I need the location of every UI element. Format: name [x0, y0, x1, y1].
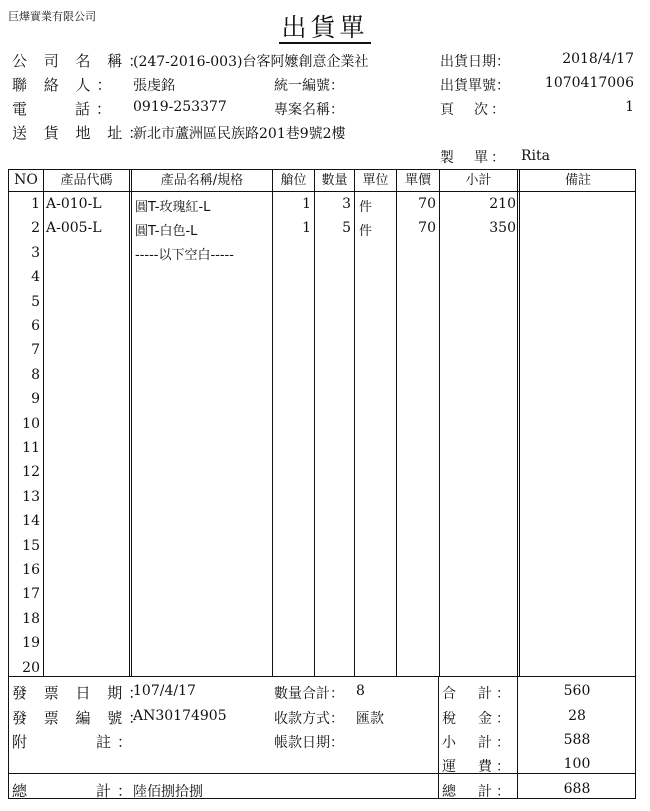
total-words-label: 總 計： [12, 782, 139, 800]
col-divider [517, 170, 520, 676]
phone-value: 0919-253377 [133, 99, 227, 115]
phone-label: 電 話： [12, 100, 118, 118]
col-divider [314, 170, 315, 676]
sum-label: 合 計： [442, 686, 514, 702]
col-divider [129, 170, 132, 676]
summary-divider [438, 677, 439, 799]
row-1-price: 70 [418, 196, 436, 212]
row-number: 5 [31, 293, 40, 310]
invoice-date-value: 107/4/17 [133, 683, 196, 699]
grand-total-label: 總 計： [442, 784, 514, 800]
row-2-price: 70 [418, 220, 436, 236]
ship-no-value: 1070417006 [544, 75, 634, 91]
freight-value: 100 [563, 756, 591, 772]
row-number: 15 [22, 537, 40, 554]
row-number: 11 [22, 440, 40, 456]
document-title-text: 出貨單 [281, 13, 369, 42]
contact-value: 張虔銘 [133, 78, 175, 94]
row-number: 9 [31, 391, 40, 408]
row-number: 7 [31, 342, 40, 359]
tax-label: 稅 金： [442, 711, 514, 727]
maker-label: 製 單： [440, 150, 508, 166]
row-2-qty: 5 [342, 220, 351, 236]
col-divider [354, 170, 355, 676]
col-header-code: 產品代碼 [60, 173, 113, 188]
row-number: 12 [22, 464, 40, 481]
payment-value: 匯款 [356, 711, 384, 727]
row-1-slot: 1 [302, 196, 311, 212]
row-number: 8 [31, 366, 40, 383]
address-label: 送 貨 地 址： [12, 124, 150, 142]
ship-date-label: 出貨日期： [440, 54, 510, 70]
row-number: 1 [31, 196, 40, 212]
payment-label: 收款方式： [274, 711, 344, 727]
row-1-name: 圓T-玫瑰紅-L [135, 200, 211, 215]
row-number: 13 [22, 488, 40, 505]
row-number: 18 [22, 610, 40, 627]
col-header-qty: 數量 [321, 173, 348, 188]
col-header-unit: 單位 [362, 173, 389, 188]
row-1-unit: 件 [359, 200, 373, 215]
row-number: 20 [22, 659, 40, 676]
col-header-subtotal: 小計 [465, 173, 492, 188]
row-2-slot: 1 [302, 220, 311, 236]
row-number: 4 [31, 269, 40, 286]
row-number: 14 [22, 513, 40, 530]
company-name: 巨燁實業有限公司 [8, 10, 96, 23]
qty-total-value: 8 [356, 683, 365, 699]
col-divider [272, 170, 273, 676]
row-2-subtotal: 350 [489, 220, 516, 236]
row-number: 6 [31, 318, 40, 334]
blank-marker: -----以下空白----- [135, 248, 234, 263]
col-header-slot: 艙位 [280, 173, 307, 188]
row-1-qty: 3 [342, 196, 351, 212]
row-number: 17 [22, 586, 40, 603]
row-number: 19 [22, 635, 40, 652]
col-divider [43, 170, 44, 676]
row-number: 16 [22, 562, 40, 578]
col-divider [439, 170, 440, 676]
col-header-name: 產品名稱/規格 [160, 173, 244, 188]
page-label: 頁 次： [440, 102, 508, 118]
project-label: 專案名稱： [274, 102, 344, 118]
page-value: 1 [625, 99, 634, 115]
col-divider [396, 170, 397, 676]
sum-value: 560 [563, 683, 591, 699]
qty-total-label: 數量合計： [274, 686, 344, 702]
ship-no-label: 出貨單號： [440, 78, 510, 94]
customer-value: (247-2016-003)台客阿嬤創意企業社 [133, 54, 369, 70]
row-number: 3 [31, 244, 40, 261]
row-number: 2 [31, 220, 40, 237]
remark-label: 附 註： [12, 733, 139, 751]
summary-divider [9, 773, 635, 774]
document-title [0, 8, 650, 44]
col-header-price: 單價 [404, 173, 431, 188]
row-2-name: 圓T-白色-L [135, 224, 198, 239]
invoice-date-label: 發 票 日 期： [12, 684, 150, 702]
row-1-subtotal: 210 [489, 196, 516, 212]
subtotal-value: 588 [563, 732, 591, 748]
col-header-no: NO [14, 172, 38, 188]
row-number: 10 [22, 415, 40, 432]
account-date-label: 帳款日期： [274, 735, 344, 751]
row-2-unit: 件 [359, 224, 373, 239]
invoice-no-value: AN30174905 [133, 708, 227, 724]
row-1-code: A-010-L [46, 196, 102, 212]
grand-total-value: 688 [563, 781, 591, 797]
invoice-no-label: 發 票 編 號： [12, 709, 150, 727]
row-2-code: A-005-L [46, 220, 102, 236]
total-words-value: 陸佰捌拾捌 [133, 784, 203, 800]
col-header-note: 備註 [564, 173, 591, 188]
header-divider [9, 191, 635, 192]
ship-date-value: 2018/4/17 [562, 51, 634, 67]
address-value: 新北市蘆洲區民族路201巷9號2樓 [133, 126, 346, 142]
contact-label: 聯 絡 人： [12, 76, 118, 94]
tax-value: 28 [568, 708, 586, 724]
maker-value: Rita [521, 148, 550, 164]
freight-label: 運 費： [442, 759, 514, 775]
tax-id-label: 統一編號： [274, 78, 344, 94]
subtotal-label: 小 計： [442, 735, 514, 751]
items-table [8, 169, 636, 677]
customer-label: 公 司 名 稱： [12, 52, 150, 70]
